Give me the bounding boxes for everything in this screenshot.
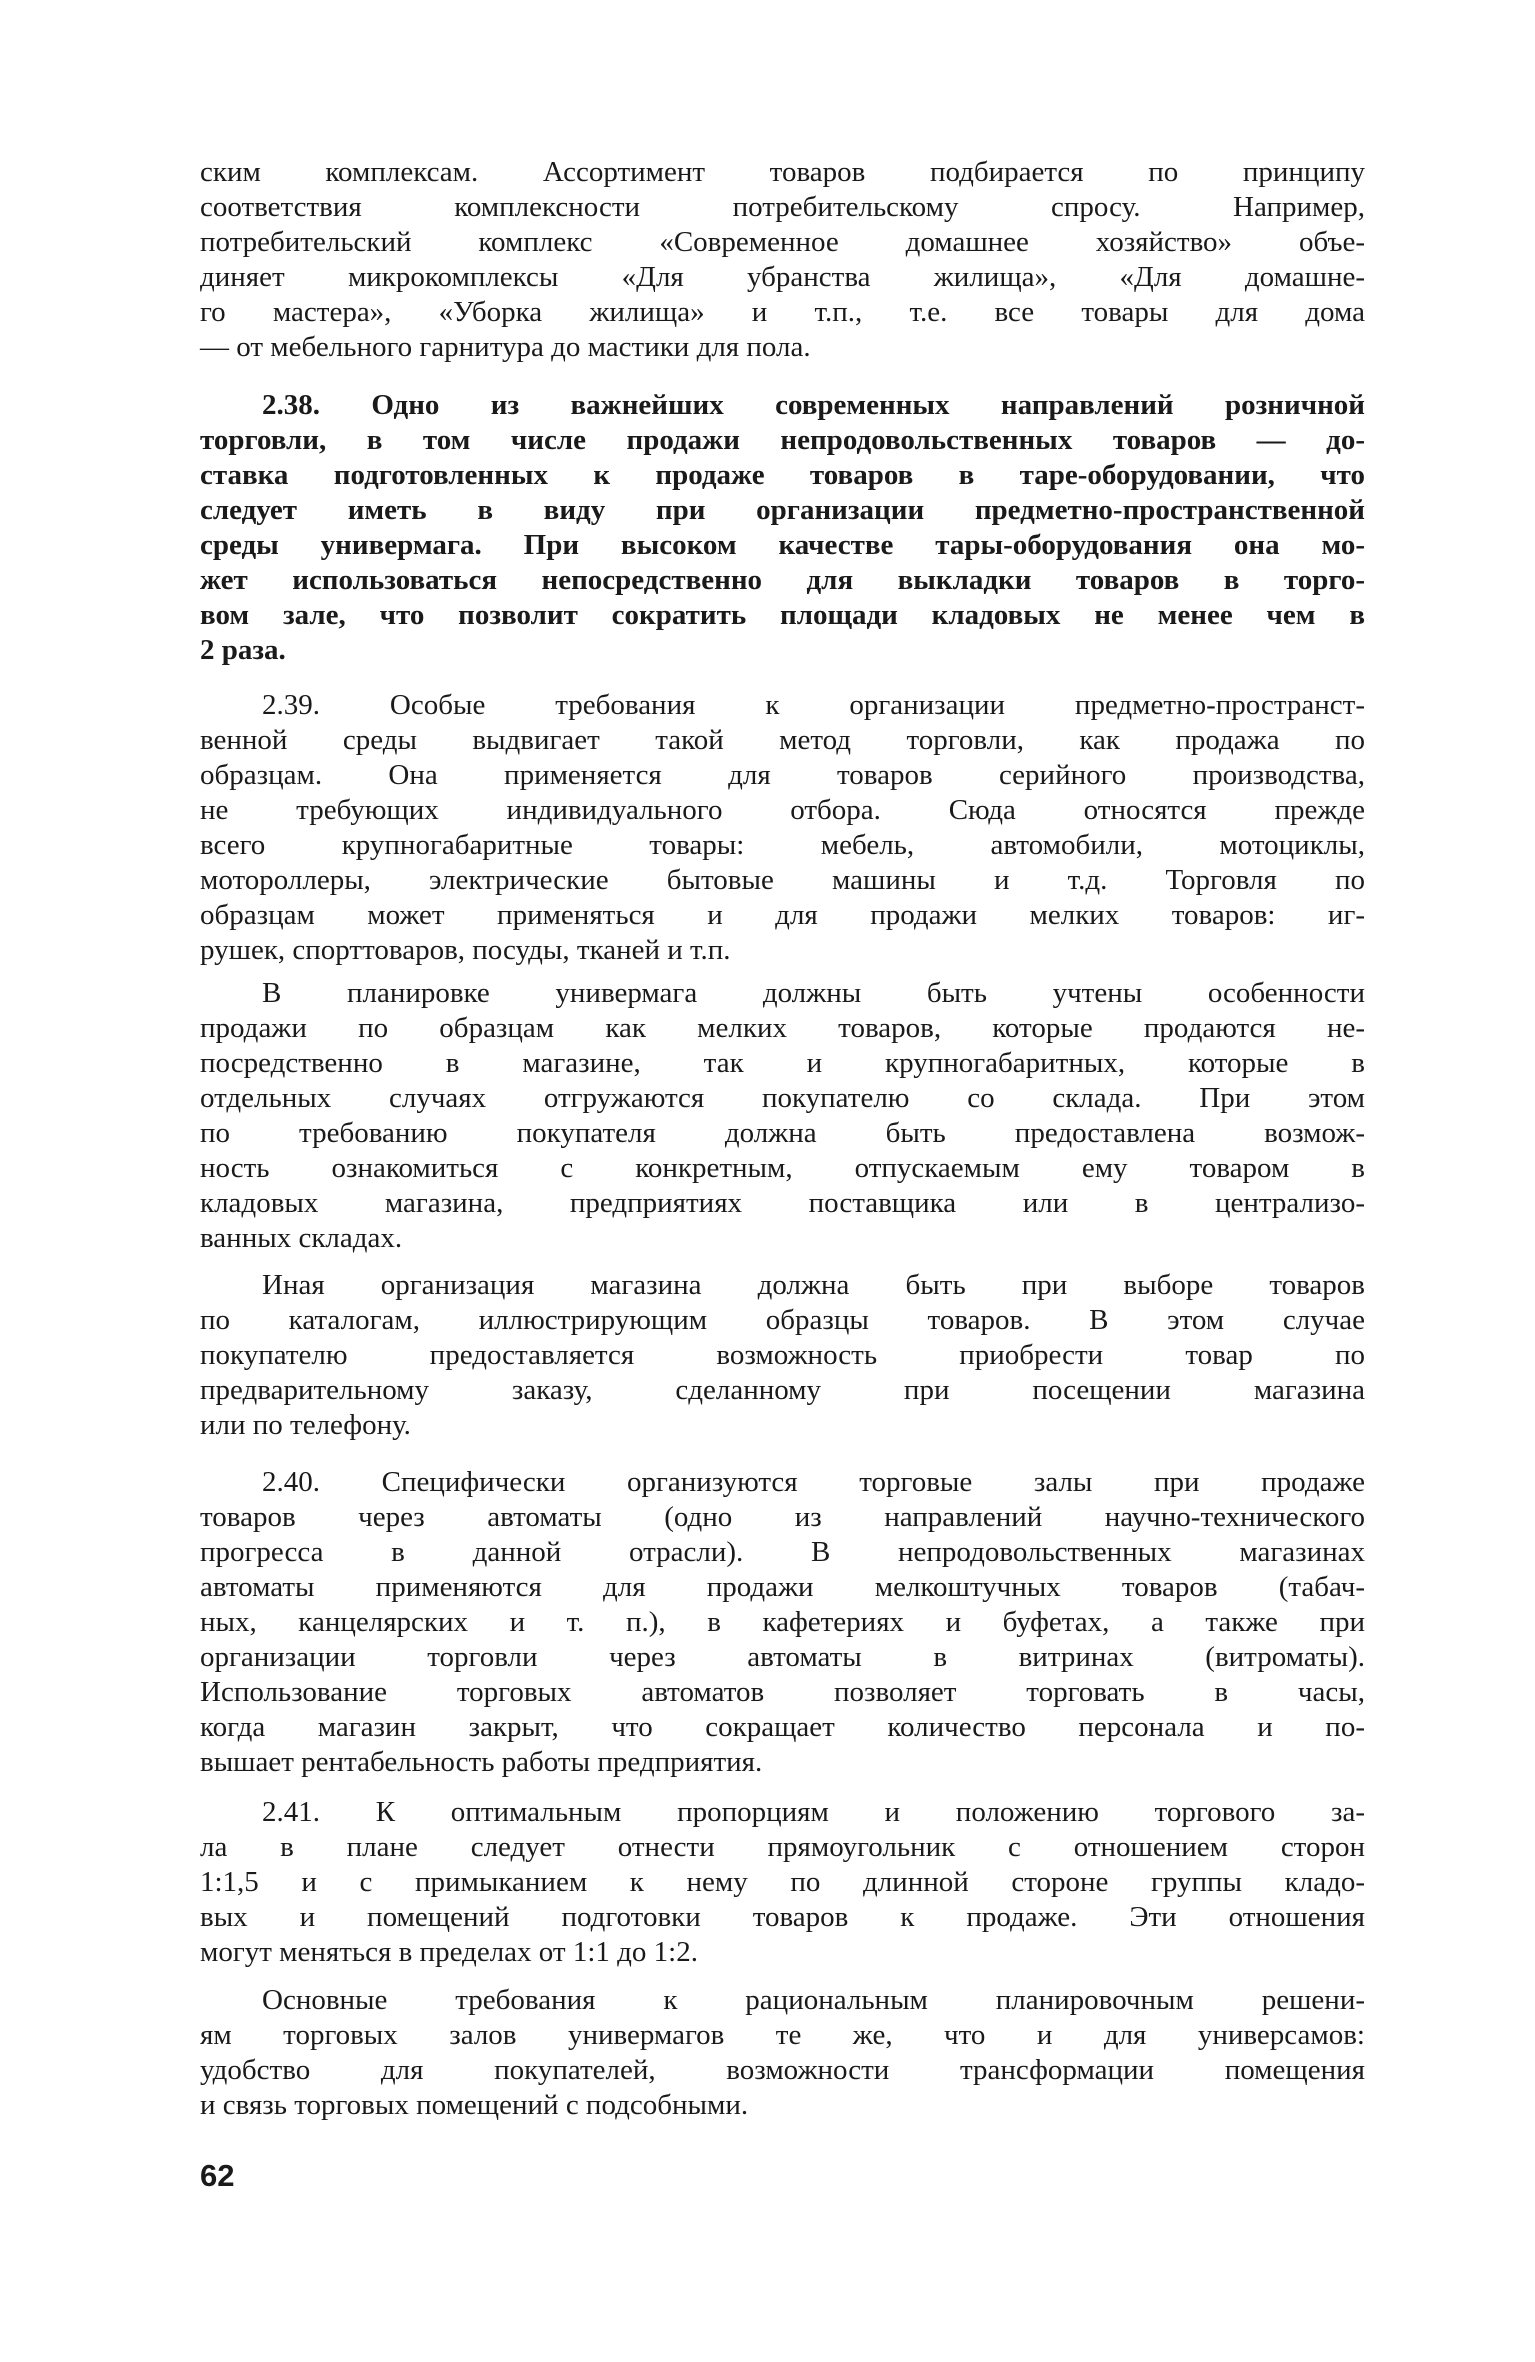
text-line: или по телефону. bbox=[200, 1409, 411, 1441]
text-line: Основные требования к рациональным планировочным решени- bbox=[262, 1984, 1365, 2016]
text-line: следует иметь в виду при организации предметно-пространственной bbox=[200, 494, 1365, 526]
text-line: ванных складах. bbox=[200, 1222, 403, 1254]
text-line: Иная организация магазина должна быть при выборе товаров bbox=[262, 1269, 1365, 1301]
text-line: образцам. Она применяется для товаров серийного производства, bbox=[200, 759, 1365, 791]
text-line: вых и помещений подготовки товаров к продаже. Эти отношения bbox=[200, 1901, 1365, 1933]
paragraph bbox=[200, 1983, 1365, 2123]
text-line: венной среды выдвигает такой метод торговли, как продажа по bbox=[200, 724, 1365, 756]
paragraph bbox=[200, 688, 1365, 968]
text-line: — от мебельного гарнитура до мастики для пола. bbox=[200, 331, 811, 363]
text-line: отдельных случаях отгружаются покупателю со склада. При этом bbox=[200, 1082, 1365, 1114]
paragraph bbox=[200, 1795, 1365, 1970]
paragraph bbox=[200, 155, 1365, 365]
text-line: автоматы применяются для продажи мелкоштучных товаров (табач- bbox=[200, 1571, 1365, 1603]
text-line: организации торговли через автоматы в витринах (витроматы). bbox=[200, 1641, 1365, 1673]
paragraph bbox=[200, 976, 1365, 1256]
text-line: когда магазин закрыт, что сокращает количество персонала и по- bbox=[200, 1711, 1365, 1743]
text-line: могут меняться в пределах от 1:1 до 1:2. bbox=[200, 1936, 698, 1968]
text-line: соответствия комплексности потребительскому спросу. Например, bbox=[200, 191, 1365, 223]
text-line: посредственно в магазине, так и крупногабаритных, которые в bbox=[200, 1047, 1365, 1079]
text-line: потребительский комплекс «Современное домашнее хозяйство» объе- bbox=[200, 226, 1365, 258]
text-line: 2 раза. bbox=[200, 634, 286, 666]
text-line: ским комплексам. Ассортимент товаров подбирается по принципу bbox=[200, 156, 1365, 188]
text-line: мотороллеры, электрические бытовые машины и т.д. Торговля по bbox=[200, 864, 1365, 896]
text-line: ла в плане следует отнести прямоугольник с отношением сторон bbox=[200, 1831, 1365, 1863]
text-line: образцам может применяться и для продажи мелких товаров: иг- bbox=[200, 899, 1365, 931]
text-line: жет использоваться непосредственно для выкладки товаров в торго- bbox=[200, 564, 1365, 596]
text-line: прогресса в данной отрасли). В непродовольственных магазинах bbox=[200, 1536, 1365, 1568]
text-line: 1:1,5 и с примыканием к нему по длинной стороне группы кладо- bbox=[200, 1866, 1365, 1898]
text-line: ность ознакомиться с конкретным, отпускаемым ему товаром в bbox=[200, 1152, 1365, 1184]
text-line: не требующих индивидуального отбора. Сюда относятся прежде bbox=[200, 794, 1365, 826]
text-line: го мастера», «Уборка жилища» и т.п., т.е. все товары для дома bbox=[200, 296, 1365, 328]
text-line: продажи по образцам как мелких товаров, которые продаются не- bbox=[200, 1012, 1365, 1044]
text-line: покупателю предоставляется возможность приобрести товар по bbox=[200, 1339, 1365, 1371]
text-line: 2.38. Одно из важнейших современных направлений розничной bbox=[262, 389, 1365, 421]
text-line: ставка подготовленных к продаже товаров в таре-оборудовании, что bbox=[200, 459, 1365, 491]
text-line: Использование торговых автоматов позволяет торговать в часы, bbox=[200, 1676, 1365, 1708]
text-line: диняет микрокомплексы «Для убранства жилища», «Для домашне- bbox=[200, 261, 1365, 293]
text-line: 2.41. К оптимальным пропорциям и положению торгового за- bbox=[262, 1796, 1365, 1828]
text-line: торговли, в том числе продажи непродовольственных товаров — до- bbox=[200, 424, 1365, 456]
text-line: вышает рентабельность работы предприятия. bbox=[200, 1746, 763, 1778]
text-line: ям торговых залов универмагов те же, что и для универсамов: bbox=[200, 2019, 1365, 2051]
text-line: по каталогам, иллюстрирующим образцы товаров. В этом случае bbox=[200, 1304, 1365, 1336]
text-line: удобство для покупателей, возможности трансформации помещения bbox=[200, 2054, 1365, 2086]
text-line: предварительному заказу, сделанному при посещении магазина bbox=[200, 1374, 1365, 1406]
paragraph bbox=[200, 1465, 1365, 1780]
text-line: вом зале, что позволит сократить площади кладовых не менее чем в bbox=[200, 599, 1365, 631]
text-line: В планировке универмага должны быть учтены особенности bbox=[262, 977, 1365, 1009]
text-line: ных, канцелярских и т. п.), в кафетериях и буфетах, а также при bbox=[200, 1606, 1365, 1638]
text-line: товаров через автоматы (одно из направлений научно-технического bbox=[200, 1501, 1365, 1533]
page-number: 62 bbox=[200, 2158, 235, 2193]
text-line: и связь торговых помещений с подсобными. bbox=[200, 2089, 749, 2121]
text-line: 2.39. Особые требования к организации предметно-пространст- bbox=[262, 689, 1365, 721]
text-line: всего крупногабаритные товары: мебель, автомобили, мотоциклы, bbox=[200, 829, 1365, 861]
text-line: рушек, спорттоваров, посуды, тканей и т.п. bbox=[200, 934, 731, 966]
text-line: 2.40. Специфически организуются торговые залы при продаже bbox=[262, 1466, 1365, 1498]
text-line: по требованию покупателя должна быть предоставлена возмож- bbox=[200, 1117, 1365, 1149]
text-line: среды универмага. При высоком качестве тары-оборудования она мо- bbox=[200, 529, 1365, 561]
text-line: кладовых магазина, предприятиях поставщика или в централизо- bbox=[200, 1187, 1365, 1219]
paragraph bbox=[200, 388, 1365, 668]
paragraph bbox=[200, 1268, 1365, 1443]
